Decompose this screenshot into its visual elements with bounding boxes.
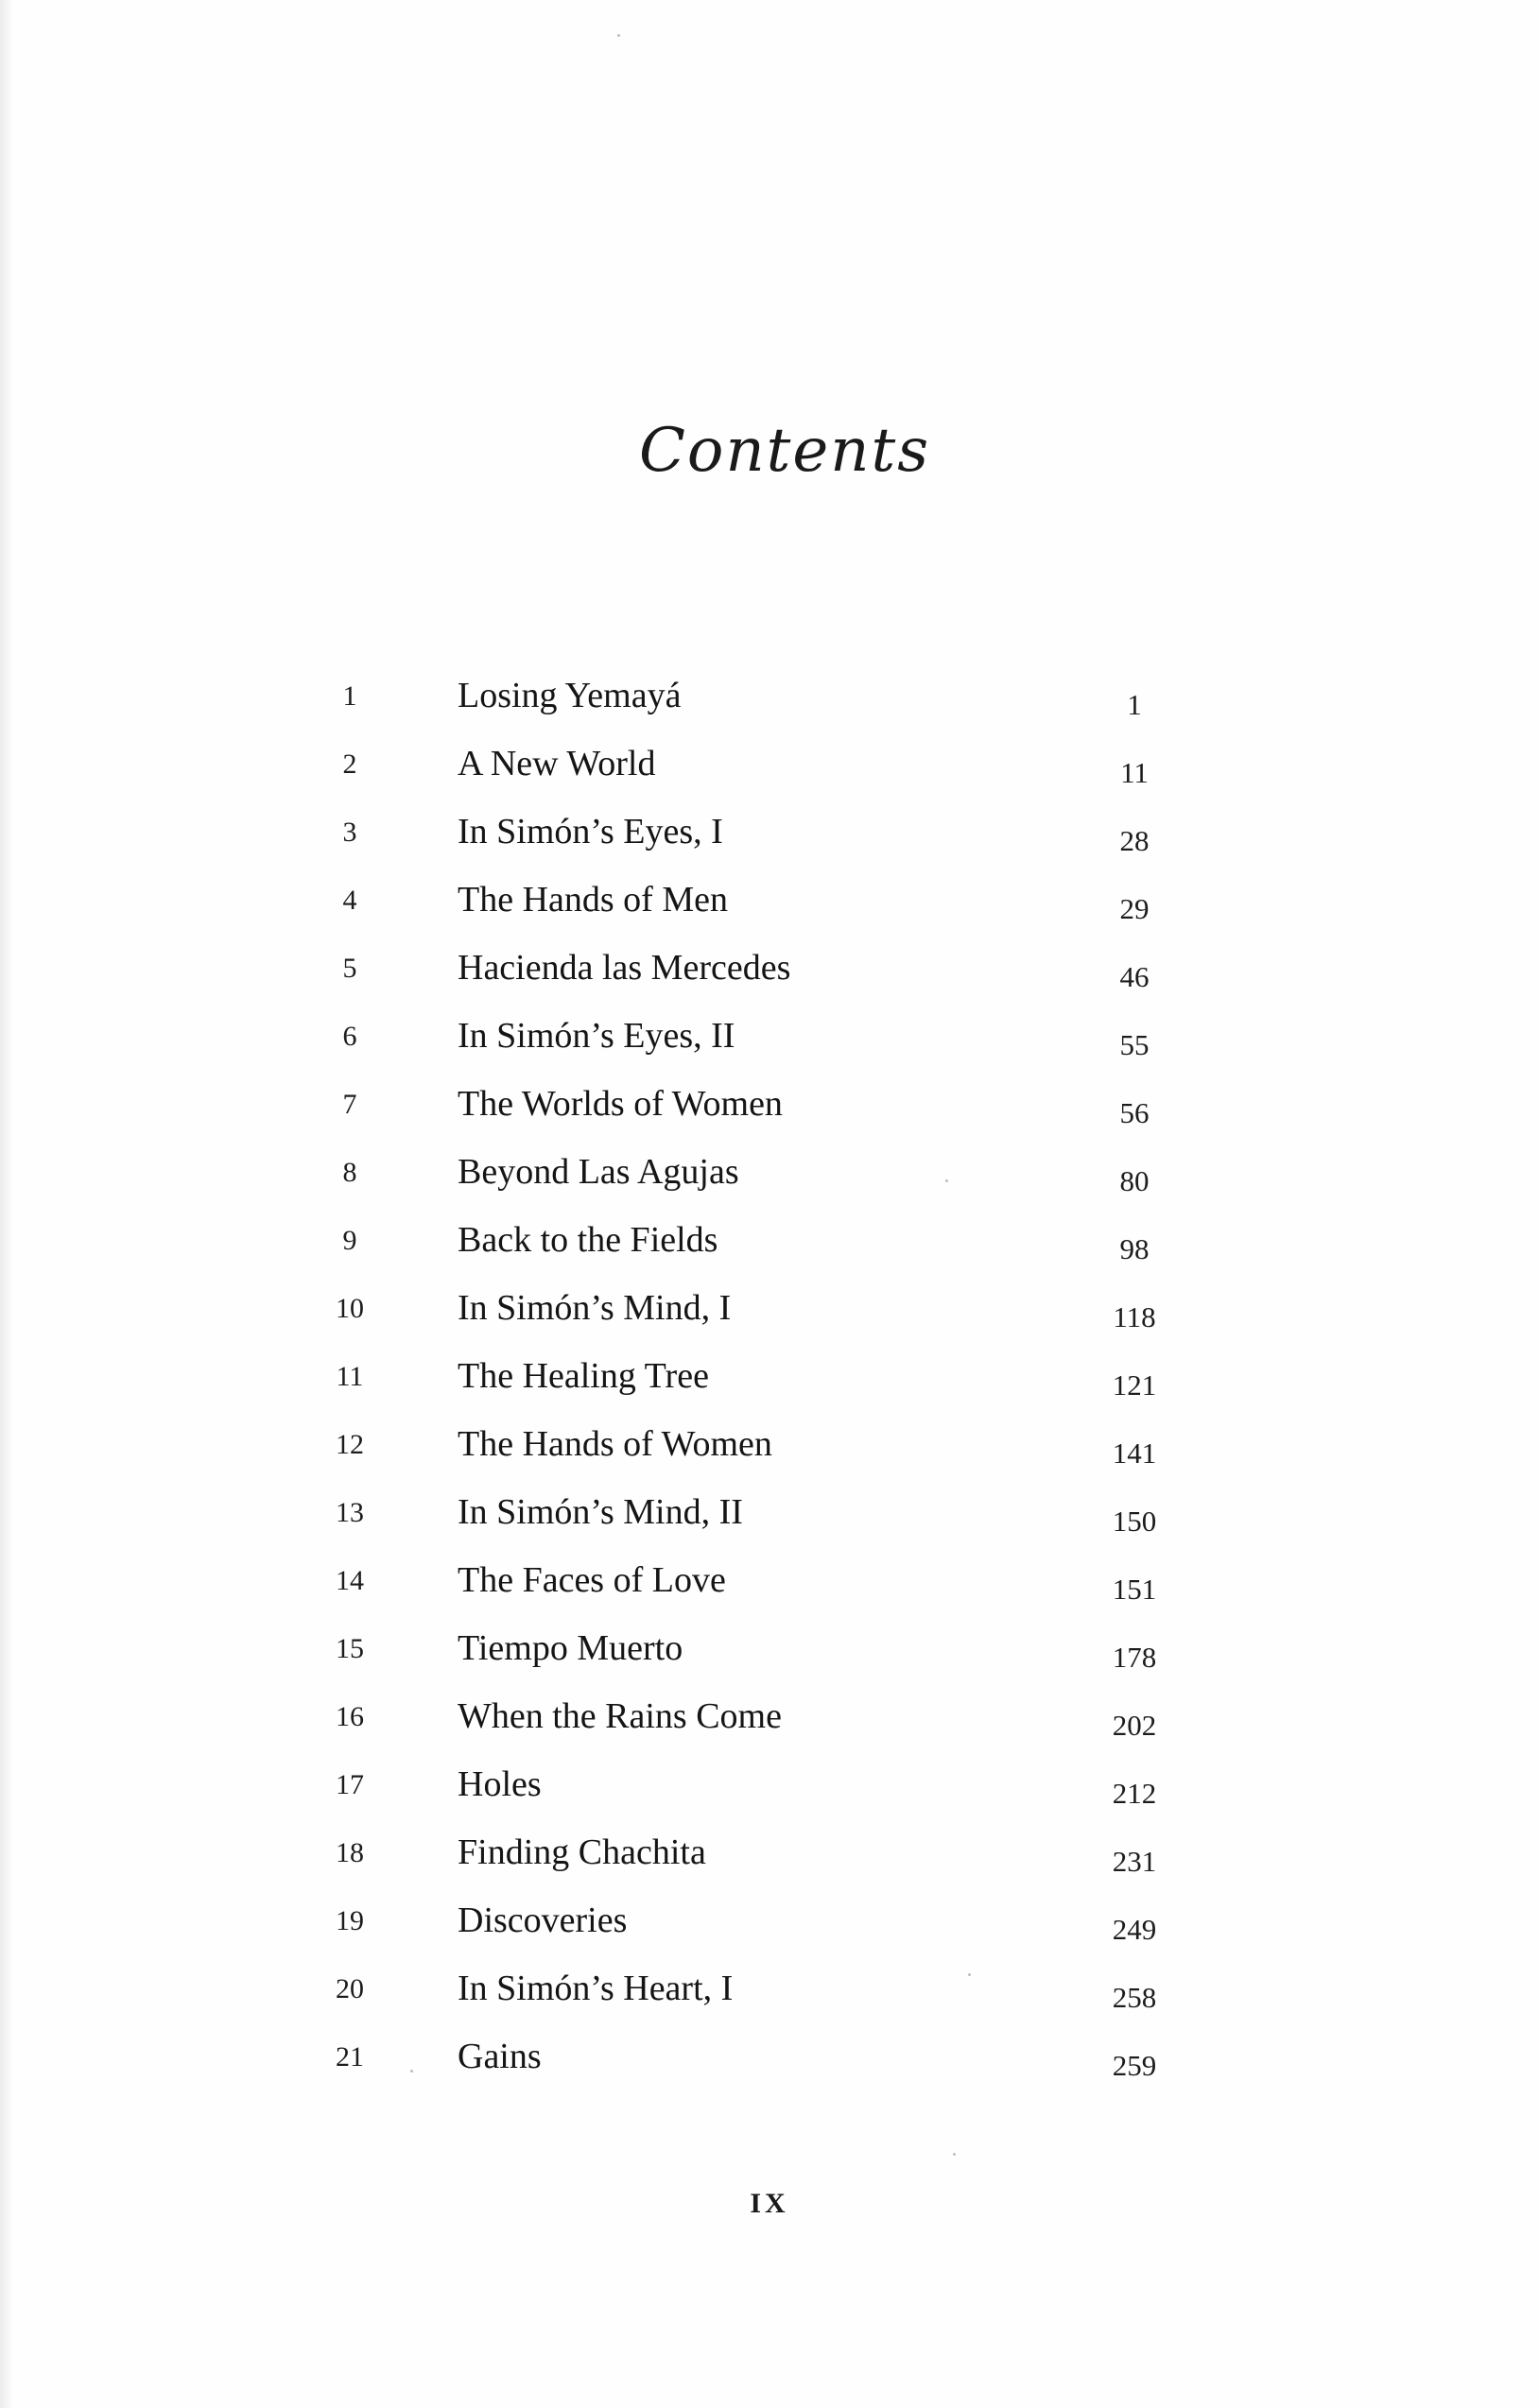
chapter-title: Holes (458, 1764, 542, 1804)
chapter-number: 1 (342, 680, 357, 712)
page-number: 212 (1112, 1777, 1157, 1810)
page-number: 11 (1120, 756, 1149, 789)
chapter-title: Hacienda las Mercedes (458, 948, 791, 988)
toc-entry (0, 739, 1539, 807)
chapter-title: In Simón’s Mind, II (458, 1492, 743, 1532)
chapter-title: In Simón’s Heart, I (458, 1969, 734, 2008)
toc-entry (0, 1419, 1539, 1488)
toc-entry (0, 2032, 1539, 2100)
scan-speck (617, 34, 620, 37)
page-number: 80 (1119, 1164, 1150, 1197)
page-number: 150 (1112, 1505, 1157, 1538)
page-number: 259 (1112, 2049, 1157, 2082)
chapter-number: 14 (336, 1565, 364, 1596)
page-number: 249 (1112, 1913, 1157, 1946)
toc-entry (0, 1760, 1539, 1828)
toc-entry (0, 1896, 1539, 1964)
chapter-title: Finding Chachita (458, 1832, 706, 1872)
chapter-title: When the Rains Come (458, 1696, 782, 1736)
chapter-number: 13 (336, 1497, 364, 1528)
page-number: 55 (1119, 1028, 1150, 1061)
page-number: 28 (1119, 824, 1150, 857)
toc-entry (0, 1283, 1539, 1351)
page-number: 56 (1119, 1096, 1150, 1129)
page-number: 118 (1113, 1300, 1156, 1333)
chapter-title: The Hands of Women (458, 1424, 772, 1464)
chapter-number: 3 (342, 817, 357, 848)
page-number: 178 (1112, 1641, 1157, 1674)
chapter-number: 15 (336, 1633, 364, 1664)
chapter-number: 5 (342, 953, 357, 984)
chapter-title: Losing Yemayá (458, 676, 682, 715)
toc-entry (0, 875, 1539, 943)
chapter-title: Gains (458, 2037, 542, 2076)
chapter-number: 9 (342, 1225, 357, 1256)
toc-entry (0, 807, 1539, 875)
chapter-number: 12 (336, 1429, 364, 1460)
scan-speck (410, 2070, 413, 2073)
chapter-title: Tiempo Muerto (458, 1628, 683, 1668)
chapter-title: The Worlds of Women (458, 1084, 783, 1124)
chapter-title: The Faces of Love (458, 1560, 726, 1600)
scan-speck (953, 2153, 956, 2156)
scan-speck (945, 1179, 948, 1182)
folio-page-number: IX (750, 2188, 789, 2219)
toc-entry (0, 1079, 1539, 1147)
toc-entry (0, 1828, 1539, 1896)
toc-entry (0, 1692, 1539, 1760)
chapter-number: 17 (336, 1769, 364, 1800)
chapter-number: 2 (342, 748, 357, 780)
page-number: 46 (1119, 960, 1150, 993)
chapter-number: 21 (336, 2041, 364, 2073)
chapter-title: A New World (458, 744, 656, 783)
chapter-title: Discoveries (458, 1901, 628, 1940)
chapter-number: 6 (342, 1021, 357, 1052)
chapter-number: 18 (336, 1837, 364, 1868)
page-number: 202 (1112, 1709, 1157, 1742)
chapter-number: 16 (336, 1701, 364, 1732)
chapter-title: In Simón’s Mind, I (458, 1288, 732, 1328)
chapter-number: 4 (342, 885, 357, 916)
toc-entry (0, 1011, 1539, 1079)
page-number: 151 (1112, 1573, 1157, 1606)
page-number: 258 (1112, 1981, 1157, 2014)
scan-speck (968, 1973, 971, 1976)
toc-entry (0, 1964, 1539, 2032)
page-number: 29 (1119, 892, 1150, 925)
toc-entry (0, 1556, 1539, 1624)
page-number: 98 (1119, 1232, 1150, 1265)
page-number: 1 (1127, 688, 1142, 721)
chapter-number: 10 (336, 1293, 364, 1324)
toc-entry (0, 943, 1539, 1011)
table-of-contents (0, 671, 1539, 2100)
toc-entry (0, 1147, 1539, 1215)
page-number: 231 (1112, 1845, 1157, 1878)
chapter-title: The Healing Tree (458, 1356, 709, 1396)
chapter-title: Beyond Las Agujas (458, 1152, 739, 1192)
chapter-number: 7 (342, 1089, 357, 1120)
chapter-title: Back to the Fields (458, 1220, 718, 1260)
chapter-number: 11 (336, 1361, 364, 1392)
toc-entry (0, 1351, 1539, 1419)
chapter-title: In Simón’s Eyes, II (458, 1016, 735, 1056)
toc-entry (0, 671, 1539, 739)
toc-entry (0, 1624, 1539, 1692)
toc-entry (0, 1215, 1539, 1283)
chapter-title: The Hands of Men (458, 880, 728, 920)
page-number: 141 (1112, 1436, 1157, 1470)
chapter-title: In Simón’s Eyes, I (458, 812, 723, 851)
chapter-number: 8 (342, 1157, 357, 1188)
page-number: 121 (1112, 1368, 1157, 1402)
page-title: Contents (638, 416, 931, 486)
toc-entry (0, 1488, 1539, 1556)
chapter-number: 20 (336, 1973, 364, 2004)
chapter-number: 19 (336, 1905, 364, 1936)
